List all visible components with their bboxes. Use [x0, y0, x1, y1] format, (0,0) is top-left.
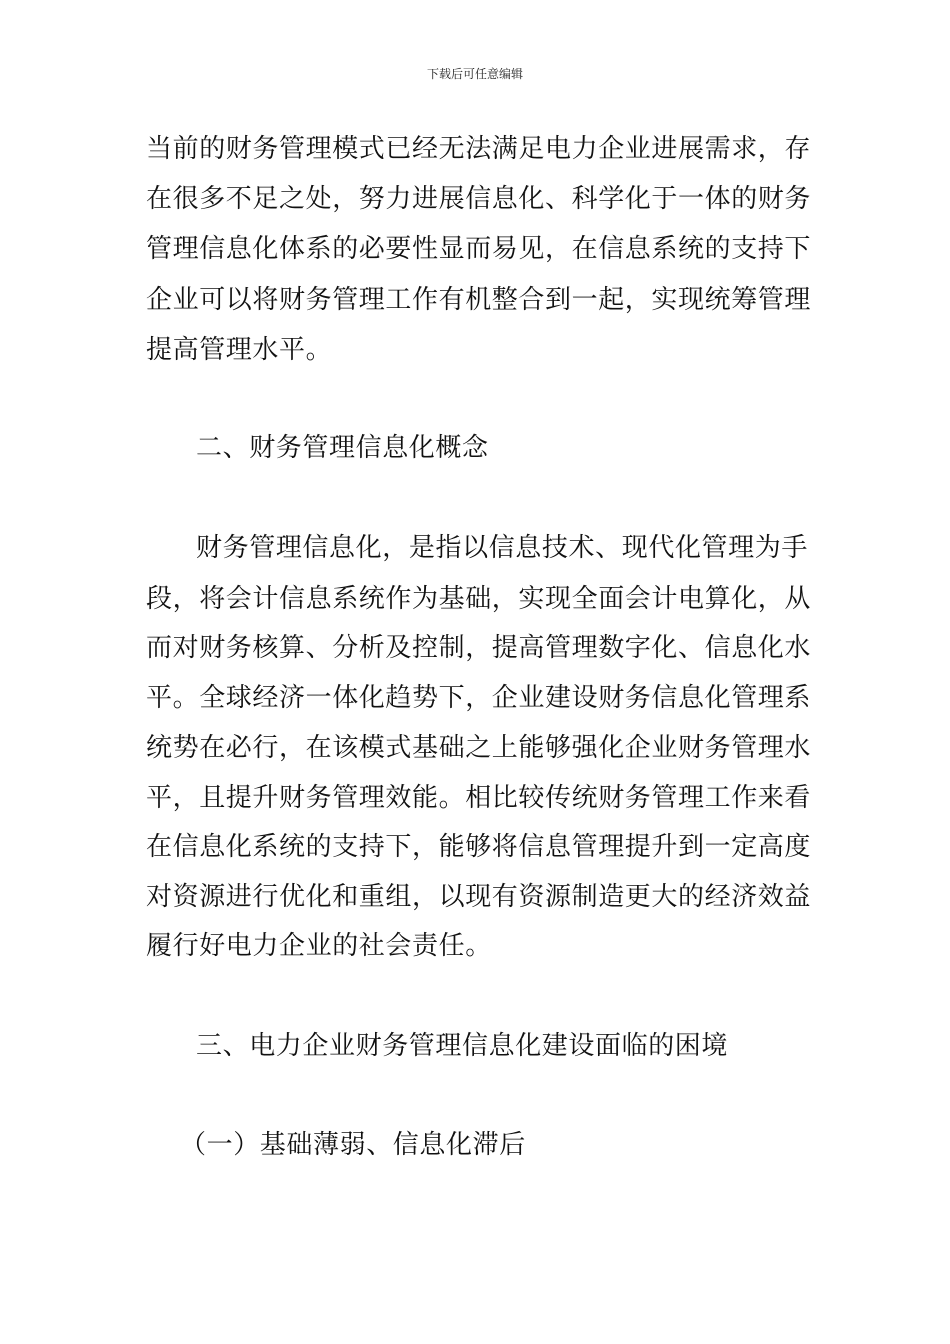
paragraph-line: 在很多不足之处，努力进展信息化、科学化于一体的财务 — [146, 184, 812, 214]
paragraph-line: 平，且提升财务管理效能。相比较传统财务管理工作来看 — [146, 783, 812, 813]
paragraph-line: 履行好电力企业的社会责任。 — [146, 931, 492, 961]
paragraph-line: 财务管理信息化，是指以信息技术、现代化管理为手 — [196, 533, 808, 563]
section-heading: 二、财务管理信息化概念 — [196, 433, 489, 463]
section-heading: 三、电力企业财务管理信息化建设面临的困境 — [196, 1031, 729, 1061]
paragraph-line: 统势在必行，在该模式基础之上能够强化企业财务管理水 — [146, 733, 812, 763]
paragraph-line: 提高管理水平。 — [146, 335, 333, 365]
paragraph-line: 而对财务核算、分析及控制，提高管理数字化、信息化水 — [146, 633, 812, 663]
header-note: 下载后可任意编辑 — [426, 67, 523, 81]
subsection-heading: （一）基础薄弱、信息化滞后 — [180, 1130, 526, 1160]
paragraph-line: 平。全球经济一体化趋势下，企业建设财务信息化管理系 — [146, 683, 812, 713]
paragraph-line: 管理信息化体系的必要性显而易见，在信息系统的支持下 — [146, 234, 812, 264]
paragraph-line: 企业可以将财务管理工作有机整合到一起，实现统筹管理 — [146, 285, 812, 315]
paragraph-line: 当前的财务管理模式已经无法满足电力企业进展需求，存 — [146, 134, 812, 164]
paragraph-line: 在信息化系统的支持下，能够将信息管理提升到一定高度 — [146, 832, 812, 862]
paragraph-line: 段，将会计信息系统作为基础，实现全面会计电算化，从 — [146, 584, 812, 614]
paragraph-line: 对资源进行优化和重组，以现有资源制造更大的经济效益 — [146, 882, 812, 912]
